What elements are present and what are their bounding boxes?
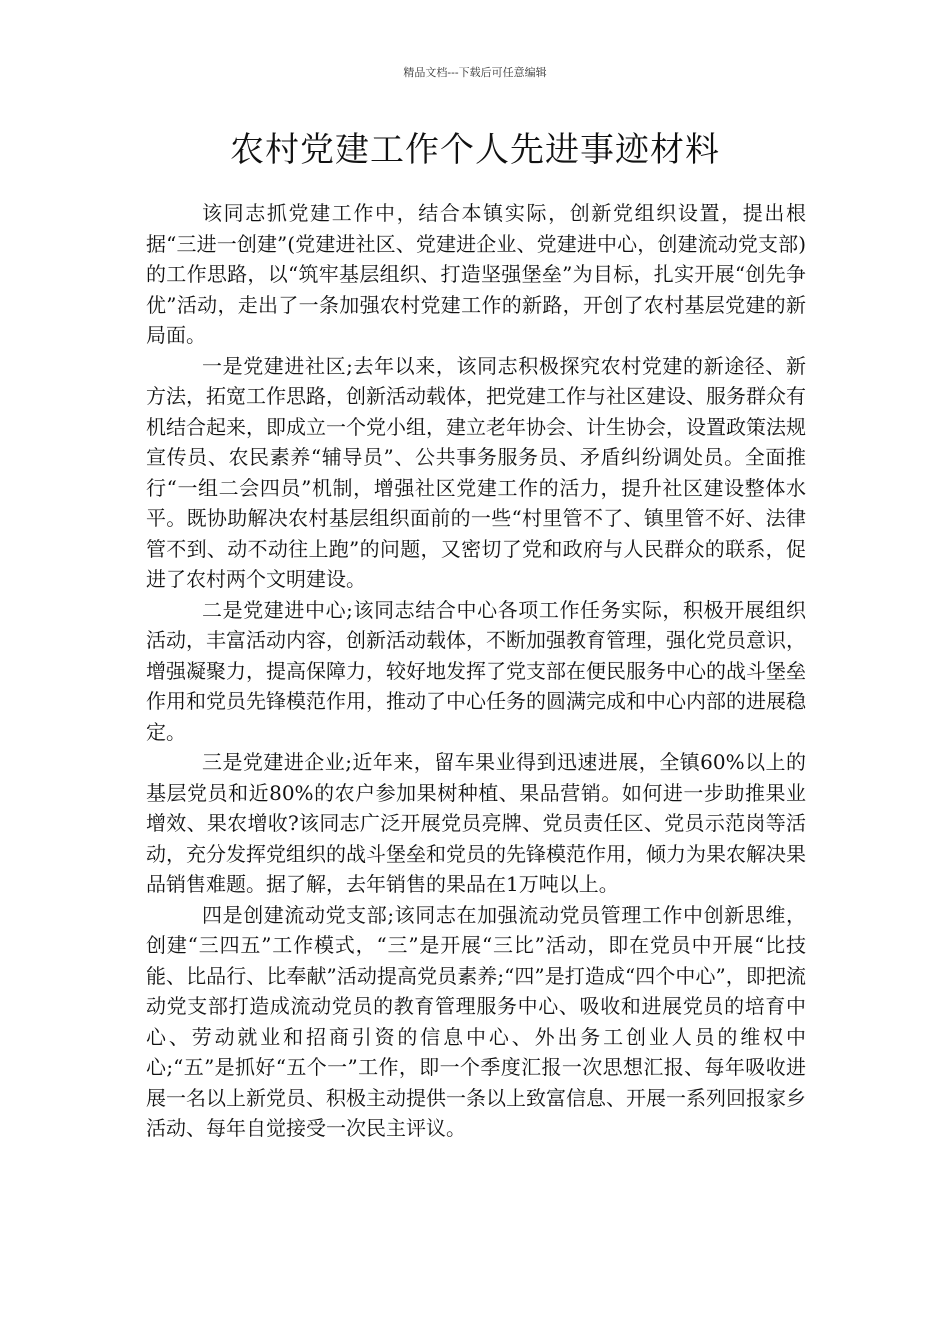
paragraph-community: 一是党建进社区;去年以来，该同志积极探究农村党建的新途径、新方法，拓宽工作思路，创新活动载体，把党建工作与社区建设、服务群众有机结合起来，即成立一个党小组，建立老年协会、计生协会，设置政策法规宣传员、农民素养“辅导员”、公共事务服务员、矛盾纠纷调处员。全面推行“一组二会四员”机制，增强社区党建工作的活力，提升社区建设整体水平。既协助解决农村基层组织面前的一些“村里管不了、镇里管不好、法律管不到、动不动往上跑”的问题，又密切了党和政府与人民群众的联系，促进了农村两个文明建设。: [146, 353, 806, 591]
document-title: 农村党建工作个人先进事迹材料: [230, 130, 720, 170]
paragraph-enterprise: 三是党建进企业;近年来，留车果业得到迅速进展，全镇60%以上的基层党员和近80%的农户参加果树种植、果品营销。如何进一步助推果业增效、果农增收?该同志广泛开展党员亮牌、党员责任区、党员示范岗等活动，充分发挥党组织的战斗堡垒和党员的先锋模范作用，倾力为果农解决果品销售难题。据了解，去年销售的果品在1万吨以上。: [146, 750, 806, 896]
document-body: [146, 198, 806, 1144]
paragraph-intro: 该同志抓党建工作中，结合本镇实际，创新党组织设置，提出根据“三进一创建”(党建进社区、党建进企业、党建进中心，创建流动党支部)的工作思路，以“筑牢基层组织、打造坚强堡垒”为目标，扎实开展“创先争优”活动，走出了一条加强农村党建工作的新路，开创了农村基层党建的新局面。: [146, 201, 806, 347]
page-header: 精品文档---下载后可任意编辑: [403, 66, 547, 79]
paragraph-mobile-branch: 四是创建流动党支部;该同志在加强流动党员管理工作中创新思维，创建“三四五”工作模式，“三”是开展“三比”活动，即在党员中开展“比技能、比品行、比奉献”活动提高党员素养;“四”是打造成“四个中心”，即把流动党支部打造成流动党员的教育管理服务中心、吸收和进展党员的培育中心、劳动就业和招商引资的信息中心、外出务工创业人员的维权中心;“五”是抓好“五个一”工作，即一个季度汇报一次思想汇报、每年吸收进展一名以上新党员、积极主动提供一条以上致富信息、开展一系列回报家乡活动、每年自觉接受一次民主评议。: [146, 902, 806, 1140]
paragraph-center: 二是党建进中心;该同志结合中心各项工作任务实际，积极开展组织活动，丰富活动内容，创新活动载体，不断加强教育管理，强化党员意识，增强凝聚力，提高保障力，较好地发挥了党支部在便民服务中心的战斗堡垒作用和党员先锋模范作用，推动了中心任务的圆满完成和中心内部的进展稳定。: [146, 597, 806, 744]
